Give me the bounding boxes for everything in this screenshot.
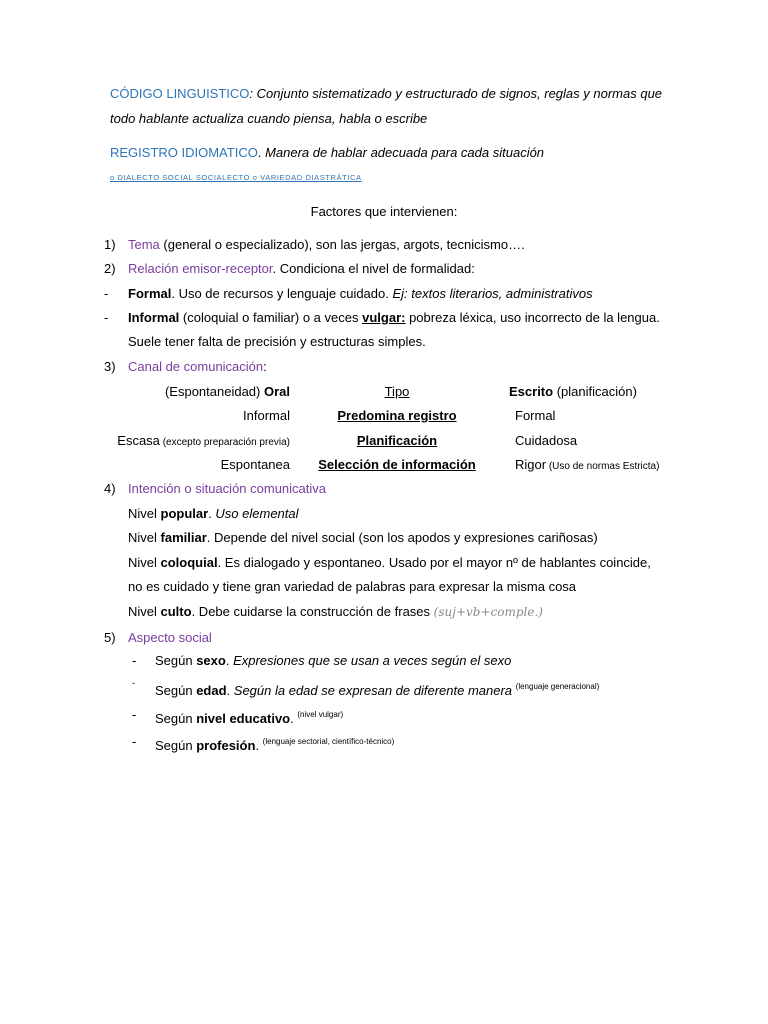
tema-label: Tema	[128, 237, 160, 252]
nivel-familiar	[128, 530, 598, 546]
escasa-text: Escasa	[117, 433, 160, 448]
nivel-educativo-bold: nivel educativo	[196, 711, 291, 726]
edad-pre: Según	[155, 683, 197, 698]
canal-label-2: de comunicación	[161, 359, 264, 374]
registro-term: REGISTRO IDIOMATICO	[110, 145, 258, 160]
canal-line	[128, 359, 267, 375]
aspecto-edad	[155, 679, 599, 699]
informal-text-1: (coloquial o familiar) o a veces	[179, 310, 363, 325]
intencion-line	[128, 481, 326, 497]
formal-dash: -	[104, 286, 109, 301]
profesion-text: .	[255, 738, 263, 753]
intencion-label-3: comunicativa	[246, 481, 327, 496]
factores-title: Factores que intervienen:	[310, 204, 458, 219]
nivel-popular-text: .	[208, 506, 216, 521]
escasa-small: (excepto preparación previa)	[159, 437, 290, 448]
formal-bold: Formal	[128, 286, 172, 301]
edad-dash: -	[132, 678, 135, 688]
vulgar-word: vulgar:	[362, 310, 406, 325]
nivel-culto	[128, 604, 543, 620]
nivel-culto-bold: culto	[160, 604, 192, 619]
table-r1-mid: Tipo	[384, 384, 410, 399]
edad-text: .	[226, 683, 234, 698]
oral-pre: (Espontaneidad)	[164, 384, 264, 399]
item-number-2: 2)	[104, 261, 116, 276]
table-r2-mid: Predomina registro	[337, 408, 457, 423]
canal-colon: :	[263, 359, 267, 374]
nivel-coloquial-line2: no es cuidado y tiene gran variedad de palabras para expresar la misma cosa	[128, 579, 577, 594]
informal-line	[128, 310, 660, 326]
nivel-culto-text: . Debe cuidarse la construcción de frases	[191, 604, 434, 619]
formal-text: . Uso de recursos y lenguaje cuidado.	[171, 286, 393, 301]
sexo-bold: sexo	[196, 653, 226, 668]
table-r1-right	[509, 384, 637, 400]
rigor-text: Rigor	[515, 457, 547, 472]
intencion-label-2: o situación	[180, 481, 247, 496]
nivel-educativo-text: .	[290, 711, 298, 726]
table-r3-right: Cuidadosa	[515, 433, 578, 448]
nivel-educativo-pre: Según	[155, 711, 197, 726]
aspecto-label: Aspecto social	[128, 630, 212, 645]
nivel-coloquial-pre: Nivel	[128, 555, 161, 570]
sexo-dash: -	[132, 653, 137, 668]
informal-line2: Suele tener falta de precisión y estructuras simples.	[128, 334, 426, 349]
nivel-familiar-text: . Depende del nivel social (son los apodos y expresiones cariñosas)	[206, 530, 598, 545]
intencion-label-1: Intención	[128, 481, 181, 496]
nivel-familiar-pre: Nivel	[128, 530, 161, 545]
relacion-line	[128, 261, 475, 277]
profesion-pre: Según	[155, 738, 197, 753]
nivel-familiar-bold: familiar	[160, 530, 207, 545]
nivel-popular-bold: popular	[160, 506, 209, 521]
aspecto-sexo	[155, 653, 511, 669]
oral-bold: Oral	[263, 384, 290, 399]
edad-bold: edad	[196, 683, 227, 698]
informal-bold: Informal	[128, 310, 180, 325]
formal-italic: Ej: textos literarios, administrativos	[392, 286, 593, 301]
table-r2-left: Informal	[243, 408, 290, 423]
sexo-text: .	[225, 653, 234, 668]
codigo-term: CÓDIGO LINGUISTICO	[110, 86, 250, 101]
item-number-3: 3)	[104, 359, 116, 374]
registro-def: Manera de hablar adecuada para cada situación	[261, 145, 545, 160]
aspecto-nivel-educativo	[155, 707, 343, 727]
edad-sup: (lenguaje generacional)	[515, 682, 600, 691]
nivel-educativo-dash: -	[132, 707, 137, 722]
table-r1-left	[110, 384, 290, 400]
table-r3-left	[100, 433, 290, 451]
canal-label-1: Canal	[128, 359, 162, 374]
item-number-1: 1)	[104, 237, 116, 252]
edad-italic: Según la edad se expresan de diferente manera	[233, 683, 516, 698]
informal-text-2: pobreza léxica, uso incorrecto de la lengua.	[405, 310, 660, 325]
nivel-popular	[128, 506, 299, 522]
formal-line	[128, 286, 593, 302]
tema-text: (general o especializado), son las jergas, argots, tecnicismo….	[159, 237, 525, 252]
table-r4-right	[515, 457, 659, 475]
item-number-4: 4)	[104, 481, 116, 496]
table-r2-right: Formal	[515, 408, 556, 423]
sexo-pre: Según	[155, 653, 197, 668]
escrito-rest: (planificación)	[553, 384, 637, 399]
sexo-italic: Expresiones que se usan a veces según el sexo	[233, 653, 512, 668]
nivel-coloquial	[128, 555, 651, 571]
rigor-small: (Uso de normas Estricta)	[546, 461, 660, 472]
nivel-popular-pre: Nivel	[128, 506, 161, 521]
nivel-culto-handwritten: (suj+vb+comple.)	[433, 605, 543, 619]
registro-dot: .	[257, 145, 262, 160]
nivel-educativo-sup: (nivel vulgar)	[297, 710, 344, 719]
codigo-definition-line1	[110, 86, 662, 102]
aspecto-profesion	[155, 734, 394, 754]
registro-definition	[110, 145, 544, 161]
table-r4-left: Espontanea	[220, 457, 290, 472]
nivel-culto-pre: Nivel	[128, 604, 161, 619]
profesion-sup: (lenguaje sectorial, científico-técnico)	[262, 737, 395, 746]
relacion-label: Relación emisor-receptor	[128, 261, 273, 276]
codigo-colon: :	[249, 86, 254, 101]
profesion-bold: profesión	[196, 738, 256, 753]
relacion-text: . Condiciona el nivel de formalidad:	[272, 261, 475, 276]
informal-dash: -	[104, 310, 109, 325]
profesion-dash: -	[132, 734, 137, 749]
dialecto-link[interactable]: o DIALECTO SOCIAL SOCIALECTO o VARIEDAD DIASTRÁTICA	[110, 173, 362, 182]
nivel-coloquial-bold: coloquial	[160, 555, 218, 570]
nivel-coloquial-text: . Es dialogado y espontaneo. Usado por el mayor nº de hablantes coincide,	[217, 555, 651, 570]
codigo-definition-line2: todo hablante actualiza cuando piensa, habla o escribe	[110, 111, 428, 126]
escrito-bold: Escrito	[509, 384, 554, 399]
nivel-popular-italic: Uso elemental	[215, 506, 299, 521]
codigo-def-1: Conjunto sistematizado y estructurado de signos, reglas y normas que	[253, 86, 663, 101]
item-number-5: 5)	[104, 630, 116, 645]
tema-line	[128, 237, 525, 253]
table-r4-mid: Selección de información	[318, 457, 476, 472]
table-r3-mid: Planificación	[356, 433, 438, 448]
